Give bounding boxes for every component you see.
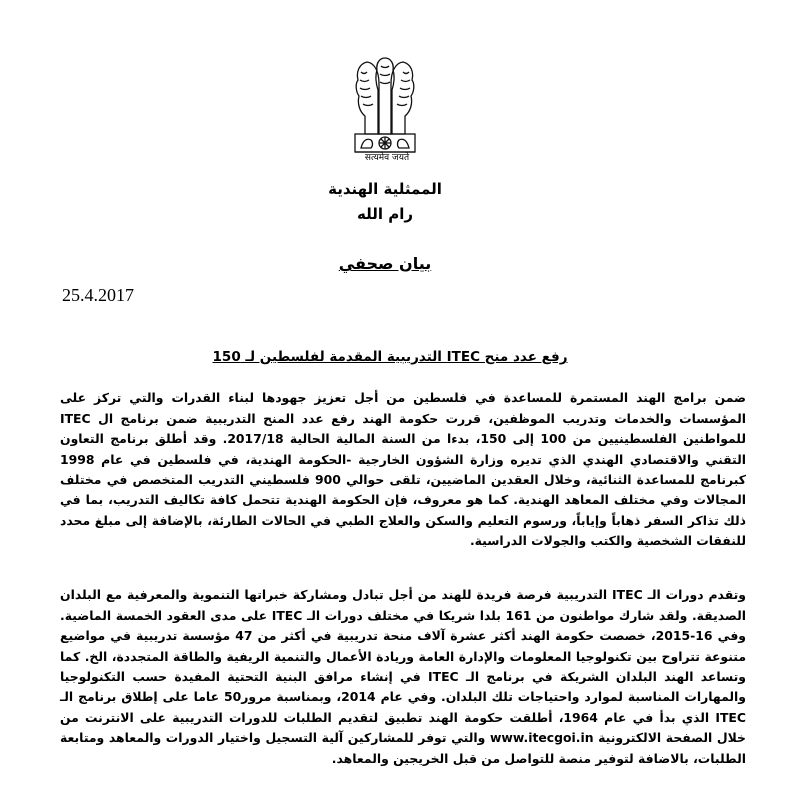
document-type-text: بيان صحفي xyxy=(338,254,432,273)
release-date: 25.4.2017 xyxy=(62,285,134,305)
body-paragraph-1: ضمن برامج الهند المستمرة للمساعدة في فلسطين من أجل تعزيز جهودها لبناء القدرات والتي تركز على المؤسسات والخدمات وتدريب الموظفين، قررت حكومة الهند رفع عدد المنح التدريبية ضمن برنامج ال ITEC للمواطنين الفلسطينيين من 100 إلى 150، بدءا من السنة المالية الحالية 2017/18. وقد أطلق برنامج التعاون التقني والاقتصادي الهندي الذي تديره وزارة الشؤون الخارجية -الحكومة الهندية، في فلسطين في عام 1998 كبرنامج للمساعدة الثنائية، وخلال العقدين الماضيين، تلقى حوالي 900 فلسطيني التدريب المتخصص في مختلف المجالات وفي مختلف المعاهد الهندية. كما هو معروف، فإن الحكومة الهندية تتحمل كافة تكاليف التدريب، بما في ذلك تذاكر السفر ذهاباً وإياباً، ورسوم التعليم والسكن والعلاج الطبي في الحالات الطارئة، بالإضافة إلى مبلغ محدد للنفقات الشخصية والكتب والجولات الدراسية. xyxy=(60,390,746,549)
subject-heading xyxy=(180,349,600,365)
organization-city: رام الله xyxy=(357,205,413,223)
body-paragraph-2: وتقدم دورات الـ ITEC التدريبية فرصة فريدة للهند من أجل تبادل ومشاركة خبراتها التنموية والمعرفية مع البلدان الصديقة. ولقد شارك مواطنون من 161 بلدا شريكا في مختلف دورات الـ ITEC على مدى العقود الخمسة الماضية. وفي 16-2015، خصصت حكومة الهند أكثر عشرة آلاف منحة تدريبية في أكثر من 47 مؤسسة تدريبية في مواضيع متنوعة تتراوح بين تكنولوجيا المعلومات والإدارة العامة وريادة الأعمال والتنمية الريفية والطاقة المتجددة، الخ. كما وتساعد الهند البلدان الشريكة في برنامج الـ ITEC في إنشاء مرافق البنية التحتية المفيدة حسب التكنولوجيا والمهارات المناسبة لموارد واحتياجات تلك البلدان. وفي عام 2014، وبمناسبة مرور50 عاما على إطلاق برنامج الـ ITEC الذي بدأ في عام 1964، أطلقت حكومة الهند تطبيق لتقديم الطلبات للدورات التدريبية على الانترنت من خلال الصفحة الالكترونية www.itecgoi.in والتي توفر للمشاركين آلية التسجيل واختيار الدورات والمعاهد ومتابعة الطلبات، بالاضافة لتوفير منصة للتواصل من قبل الخريجين والمعاهد. xyxy=(60,587,747,766)
organization-name: الممثلية الهندية xyxy=(328,180,442,198)
document-type-heading xyxy=(280,254,490,273)
subject-text: رفع عدد منح ITEC التدريبية المقدمة لفلسطين لـ 150 xyxy=(212,349,568,365)
emblem-motto: सत्यमेव जयते xyxy=(364,153,410,163)
